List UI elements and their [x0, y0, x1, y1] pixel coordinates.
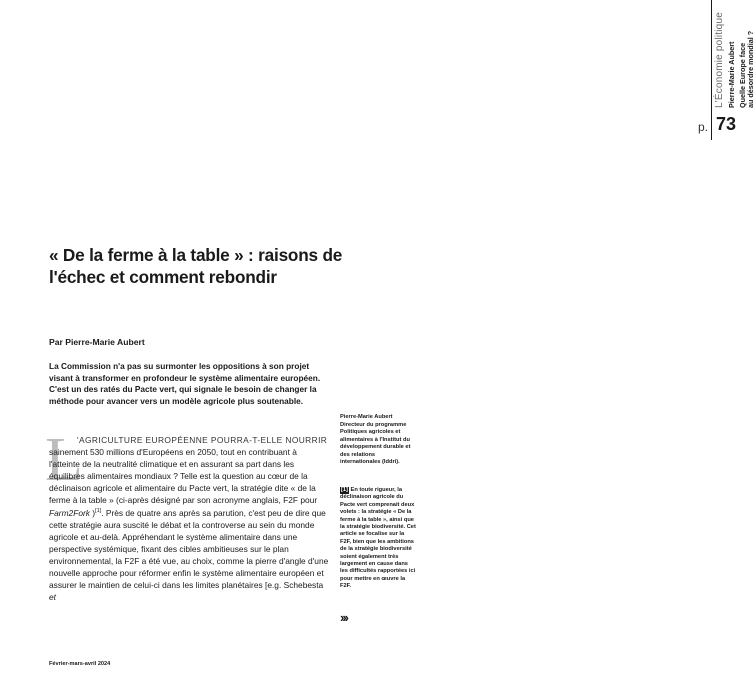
body-italic-et: et [49, 592, 56, 603]
author-bio [340, 414, 416, 467]
footnote-ref[interactable]: [1] [95, 507, 102, 514]
article-lead: La Commission n'a pas su surmonter les oppositions à son projet visant à transformer en profondeur le système alimentaire européen. C'est un des ratés du Pacte vert, qui signale le besoin de changer la méthode pour avancer vers un modèle agricole plus soutenable. [49, 361, 321, 407]
drop-cap: L [45, 426, 83, 494]
running-subtitle-line1: Quelle Europe face [738, 42, 747, 108]
footnote-text: En toute rigueur, la déclinaison agricole du Pacte vert comprenait deux volets : la stratégie « De la ferme à la table », ainsi que la stratégie biodiversité. Cet article se focalise sur la F2F, bien que les ambitions de la stratégie biodiversité soient également très largement en cause dans les difficultés rapportées ici pour mettre en œuvre la F2F. [340, 487, 416, 590]
article-body [49, 434, 329, 603]
body-text-1: sainement 530 millions d'Européens en 2050, tout en contribuant à l'atteinte de la neutralité climatique et en assurant sa part dans les équilibres alimentaires mondiaux ? Telle est la question au cœur de la déclinaison agricole et alimentaire du Pacte vert, la stratégie dite « de la ferme à la table » (ci-après désigné par son acronyme anglais, F2F pour [49, 447, 318, 506]
page-prefix: p. [698, 120, 709, 134]
issue-date: Février-mars-avril 2024 [49, 661, 111, 667]
bio-role: Directeur du programme Politiques agricoles et alimentaires à l'Institut du développement durable et des relations internationales (Iddri). [340, 421, 411, 465]
body-text-3: . Près de quatre ans après sa parution, c'est peu de dire que cette stratégie aura suscité le débat et la controverse au sein du monde agricole et au-delà. Appréhendant le système alimentaire dans une perspective systémique, fixant des cibles ambitieuses sur le plan environnemental, la F2F a été vue, au choix, comme la pierre d'angle d'une nouvelle approche pour réformer enfin le système alimentaire européen et assurer le maintien de celui-ci dans les limites planétaires [e.g. Schebesta [49, 507, 329, 591]
footnote [340, 487, 416, 591]
opening-smallcaps: 'AGRICULTURE EUROPÉENNE POURRA-T-ELLE NOURRIR [77, 435, 328, 445]
header-rule [711, 0, 712, 140]
article-title: « De la ferme à la table » : raisons de l'échec et comment rebondir [49, 245, 343, 287]
footnote-number: [1] [341, 487, 348, 493]
article-byline: Par Pierre-Marie Aubert [49, 337, 145, 347]
journal-title: L'Économie politique [714, 12, 725, 108]
running-header [344, 0, 755, 150]
page-number: 73 [716, 114, 737, 134]
body-italic-farm2fork: Farm2Fork [49, 507, 90, 518]
bio-name: Pierre-Marie Aubert [340, 414, 393, 420]
continue-arrows-icon: ››› [340, 610, 347, 625]
running-author: Pierre-Marie Aubert [727, 41, 736, 108]
running-subtitle-line2: au désordre mondial ? [746, 30, 755, 108]
body-text-2: ) [89, 507, 96, 518]
